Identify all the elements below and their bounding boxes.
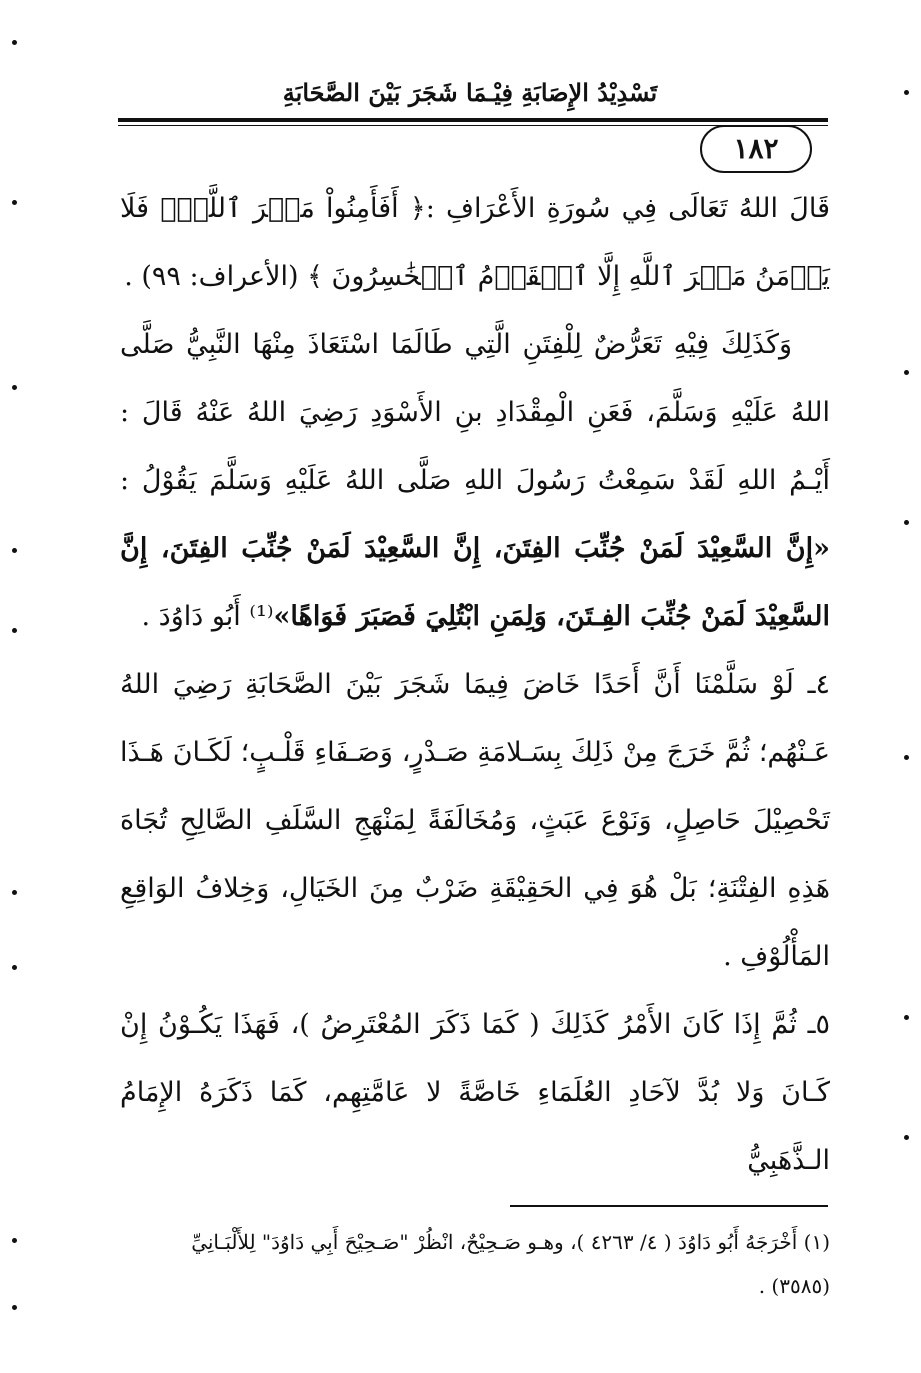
paragraph-quran-verse: قَالَ اللهُ تَعَالَى فِي سُورَةِ الأَعْرَافِ :﴿ أَفَأَمِنُواْ مَكۡرَ ٱللَّهِۚ فَلَا يَأۡمَنُ مَكۡرَ ٱللَّهِ إِلَّا ٱلۡقَوۡمُ ٱلۡخَٰسِرُونَ ﴾ (الأعراف: ٩٩) . xyxy=(120,193,830,292)
margin-dot xyxy=(904,520,909,525)
margin-dot xyxy=(12,890,17,895)
page-number-badge: ١٨٢ xyxy=(700,125,812,173)
running-header-title: تَسْدِيْدُ الإِصَابَةِ فِيْـمَا شَجَرَ بَيْنَ الصَّحَابَةِ xyxy=(282,78,658,107)
margin-dot xyxy=(12,200,17,205)
hadith-reference: ⁽¹⁾ أَبُو دَاوُدَ . xyxy=(141,601,274,632)
footnote-line: (١) أَخْرَجَهُ أَبُو دَاوُدَ ( ٤/ ٤٢٦٣ )، وهـو صَـحِيْحٌ، انْظُرْ "صَـحِيْحَ أَبِي دَاوُدَ" لِلأَلْبَـانِيِّ xyxy=(191,1230,830,1254)
margin-dot xyxy=(904,1135,909,1140)
hadith-text: «إِنَّ السَّعِيْدَ لَمَنْ جُنِّبَ الفِتَنَ، إِنَّ السَّعِيْدَ لَمَنْ جُنِّبَ الفِتَنَ، إِنَّ السَّعِيْدَ لَمَنْ جُنِّبَ الفِـتَنَ، وَلِمَنِ ابْتُلِيَ فَصَبَرَ فَوَاهًا» xyxy=(120,533,830,632)
header-rule xyxy=(118,118,828,122)
margin-dot xyxy=(12,40,17,45)
paragraph-point-4: ٤ـ لَوْ سَلَّمْنَا أَنَّ أَحَدًا خَاضَ فِيمَا شَجَرَ بَيْنَ الصَّحَابَةِ رَضِيَ اللهُ عَـنْهُم؛ ثُمَّ خَرَجَ مِنْ ذَلِكَ بِسَـلامَةِ صَـدْرٍ، وَصَـفَاءِ قَلْـبٍ؛ لَكَـانَ هَـذَا تَحْصِيْلَ حَاصِلٍ، وَنَوْعَ عَبَثٍ، وَمُخَالَفَةً لِمَنْهَجِ السَّلَفِ الصَّالِحِ تُجَاهَ هَذِهِ الفِتْنَةِ؛ بَلْ هُوَ فِي الحَقِيْقَةِ ضَرْبٌ مِنَ الخَيَالِ، وَخِلافُ الوَاقِعِ المَأْلُوْفِ . xyxy=(120,669,831,972)
margin-dot xyxy=(904,1015,909,1020)
footnote-line: (٣٥٨٥) . xyxy=(758,1274,830,1298)
paragraph-fitan-text: وَكَذَلِكَ فِيْهِ تَعَرُّضٌ لِلْفِتَنِ الَّتِي طَالَمَا اسْتَعَاذَ مِنْهَا النَّبِيُّ صَلَّى اللهُ عَلَيْهِ وَسَلَّمَ، فَعَنِ الْمِقْدَادِ بنِ الأَسْوَدِ رَضِيَ اللهُ عَنْهُ قَالَ : أَيْـمُ اللهِ لَقَدْ سَمِعْتُ رَسُولَ اللهِ صَلَّى اللهُ عَلَيْهِ وَسَلَّمَ يَقُوْلُ : xyxy=(120,329,830,496)
footnote xyxy=(120,1220,830,1308)
paragraph-point-5: ٥ـ ثُمَّ إِذَا كَانَ الأَمْرُ كَذَلِكَ ( كَمَا ذَكَرَ المُعْتَرِضُ )، فَهَذَا يَكُـوْنُ إِنْ كَـانَ وَلا بُدَّ لآحَادِ العُلَمَاءِ خَاصَّةً لا عَامَّتِهِم، كَمَا ذَكَرَهُ الإِمَامُ الـذَّهَبِيُّ xyxy=(120,1009,830,1176)
footnote-separator xyxy=(510,1205,828,1207)
margin-dot xyxy=(904,755,909,760)
margin-dot xyxy=(12,385,17,390)
margin-dot xyxy=(12,548,17,553)
body-text xyxy=(120,175,830,1195)
margin-dot xyxy=(904,370,909,375)
margin-dot xyxy=(12,628,17,633)
margin-dot xyxy=(904,90,909,95)
margin-dot xyxy=(12,1238,17,1243)
margin-dot xyxy=(12,1305,17,1310)
paragraph-fitan xyxy=(120,311,830,651)
margin-dot xyxy=(12,965,17,970)
